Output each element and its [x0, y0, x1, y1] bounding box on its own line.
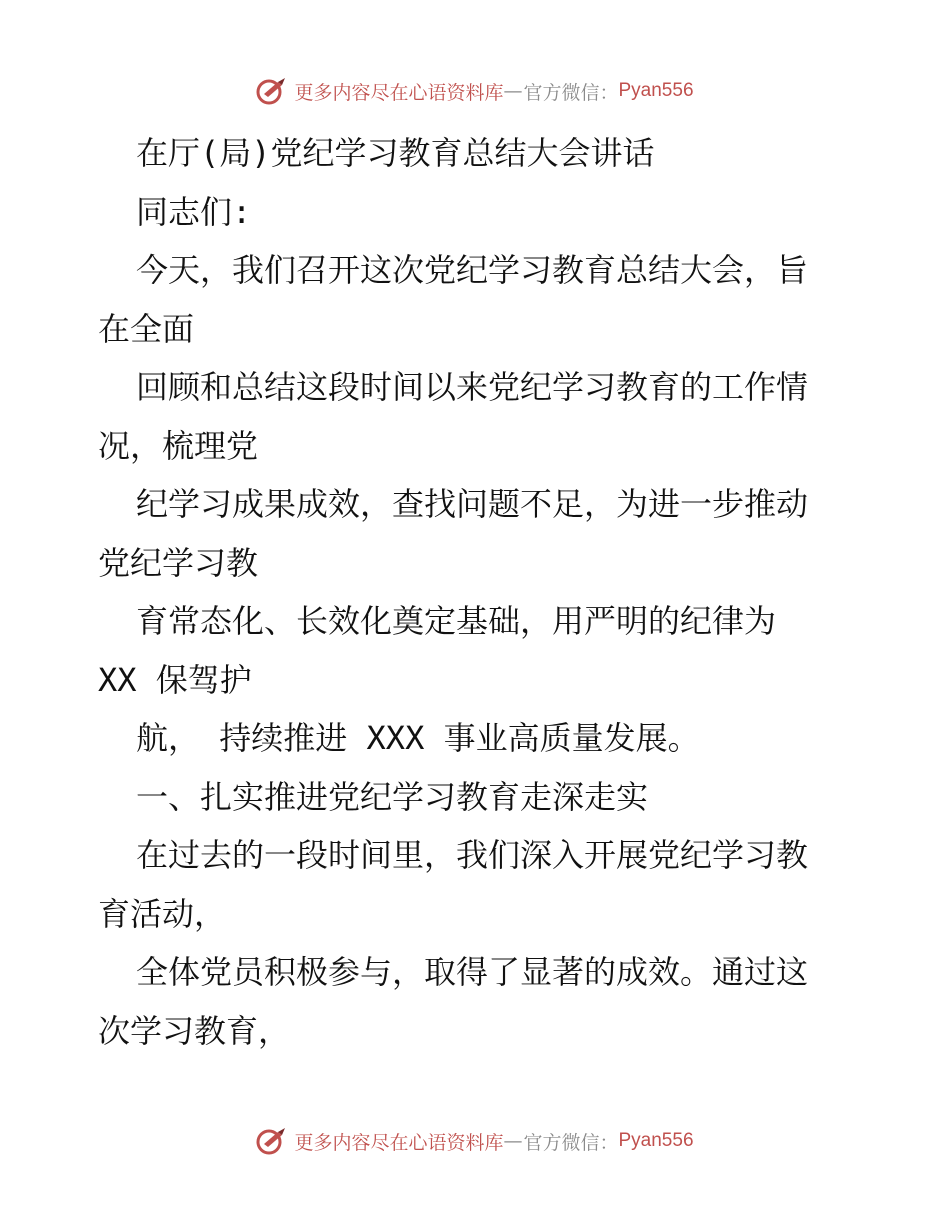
footer-watermark [0, 1126, 950, 1156]
text-line: 在过去的一段时间里，我们深入开展党纪学习教 [136, 836, 809, 874]
logo-icon [256, 1126, 288, 1156]
salutation: 同志们: [136, 192, 252, 231]
text-line: XX 保驾护 [98, 660, 252, 699]
text-line: 全体党员积极参与，取得了显著的成效。通过这 [136, 953, 809, 991]
section-heading: 一、扎实推进党纪学习教育走深走实 [136, 777, 649, 816]
text-line: 况，梳理党 [98, 426, 259, 465]
watermark-dash: — [503, 1130, 524, 1152]
text-line: 在全面 [98, 309, 195, 348]
text-line: 党纪学习教 [98, 543, 259, 582]
watermark-label: 官方微信： [523, 1131, 619, 1154]
logo-icon [256, 76, 288, 106]
text-line: 次学习教育， [98, 1011, 291, 1050]
text-line: 航， 持续推进 XXX 事业高质量发展。 [136, 719, 700, 757]
text-line: 纪学习成果成效，查找问题不足，为进一步推动 [136, 485, 809, 523]
text-line: 今天，我们召开这次党纪学习教育总结大会，旨 [136, 251, 809, 289]
watermark-brand: 更多内容尽在心语资料库 [294, 1131, 504, 1154]
document-body [98, 124, 858, 1060]
document-title: 在厅(局)党纪学习教育总结大会讲话 [136, 134, 655, 172]
text-line: 育活动， [98, 894, 227, 933]
watermark-handle: Pyan556 [618, 80, 694, 101]
text-line: 回顾和总结这段时间以来党纪学习教育的工作情 [136, 368, 809, 406]
watermark-brand: 更多内容尽在心语资料库 [294, 81, 504, 104]
watermark-label: 官方微信： [523, 81, 619, 104]
header-watermark [0, 76, 950, 106]
watermark-dash: — [503, 80, 524, 102]
watermark-handle: Pyan556 [618, 1130, 694, 1151]
text-line: 育常态化、长效化奠定基础，用严明的纪律为 [136, 602, 777, 640]
